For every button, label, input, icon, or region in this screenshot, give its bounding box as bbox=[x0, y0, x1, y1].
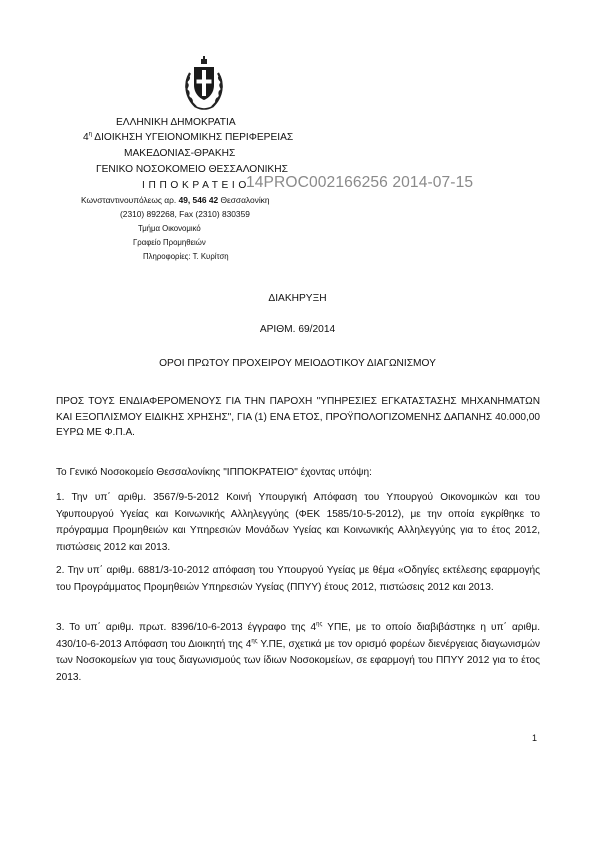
address-city: Θεσσαλονίκη bbox=[218, 195, 270, 205]
title-declaration: ΔΙΑΚΗΡΥΞΗ bbox=[268, 293, 327, 304]
considering-line bbox=[56, 465, 540, 481]
address-number: 49, 546 42 bbox=[178, 195, 219, 205]
intro-text: ΠΡΟΣ ΤΟΥΣ ΕΝΔΙΑΦΕΡΟΜΕΝΟΥΣ ΓΙΑ ΤΗΝ ΠΑΡΟΧΗ "ΥΠΗΡΕΣΙΕΣ ΕΓΚΑΤΑΣΤΑΣΗΣ ΜΗΧΑΝΗΜΑΤΩΝ ΚΑΙ ΕΞΟΠΛΙΣΜΟΥ ΕΙΔΙΚΗΣ ΧΡΗΣΗΣ", ΓΙΑ (1) ΕΝΑ ΕΤΟΣ, ΠΡΟΫΠΟΛΟΓΙΖΟΜΕΝΗΣ ΔΑΠΑΝΗΣ 40.000,00 ΕΥΡΩ ΜΕ Φ.Π.Α. bbox=[56, 396, 540, 438]
header-phone: (2310) 892268, Fax (2310) 830359 bbox=[120, 209, 250, 219]
title-terms: ΟΡΟΙ ΠΡΩΤΟΥ ΠΡΟΧΕΙΡΟΥ ΜΕΙΟΔΟΤΙΚΟΥ ΔΙΑΓΩΝΙΣΜΟΥ bbox=[159, 358, 436, 369]
intro-paragraph bbox=[56, 394, 540, 441]
list-item-text: 1. Την υπ΄ αριθμ. 3567/9-5-2012 Κοινή Υπουργική Απόφαση του Υπουργού Οικονομικών και του Υφυπουργού Υγείας και Κοινωνικής Αλληλεγγύης (ΦΕΚ 1585/10-5-2012), με την οποία εγκρίθηκε το πρόγραμμα Προμηθειών και Υπηρεσιών Μονάδων Υγείας και Κοινωνικής Αλληλεγγύης για το έτος 2012, πιστώσεις 2012 και 2013. bbox=[56, 492, 540, 553]
header-republic: ΕΛΛΗΝΙΚΗ ΔΗΜΟΚΡΑΤΙΑ bbox=[116, 117, 236, 128]
header-office: Γραφείο Προμηθειών bbox=[133, 238, 206, 247]
header-hospital: ΓΕΝΙΚΟ ΝΟΣΟΚΟΜΕΙΟ ΘΕΣΣΑΛΟΝΙΚΗΣ bbox=[96, 164, 288, 175]
list-item-text: 2. Την υπ΄ αριθμ. 6881/3-10-2012 απόφαση του Υπουργού Υγείας με θέμα «Οδηγίες εκτέλεσης εφαρμογής του Προγράμματος Προμηθειών Υπηρεσιών Υγείας (ΠΠΥΥ) έτους 2012, πιστώσεις 2012 και 2013. bbox=[56, 565, 540, 593]
page-number: 1 bbox=[532, 733, 538, 743]
header-address bbox=[81, 194, 270, 208]
authority-text: ΔΙΟΙΚΗΣΗ ΥΓΕΙΟΝΟΜΙΚΗΣ ΠΕΡΙΦΕΡΕΙΑΣ bbox=[92, 132, 294, 143]
list-item-text: 3. Το υπ΄ αριθμ. πρωτ. 8396/10-6-2013 έγγραφο της $4^{\eta\varsigma}$ ΥΠΕ, με το οποίο διαβιβάστηκε η υπ΄ αριθμ. 430/10-6-2013 Απόφαση του Διοικητή της $4^{\eta\varsigma}$ Υ.ΠΕ, σχετικά με τον ορισμό φορέων διενέργειας διαγωνισμών των Νοσοκομείων για τους διαγωνισμούς των ίδιων Νοσοκομείων, σε εφαρμογή του ΠΠΥΥ 2012 για το έτος 2013. bbox=[56, 621, 540, 683]
list-item bbox=[56, 620, 540, 686]
header-info: Πληροφορίες: Τ. Κυρίτση bbox=[143, 252, 229, 261]
header-region: ΜΑΚΕΔΟΝΙΑΣ-ΘΡΑΚΗΣ bbox=[124, 148, 236, 159]
header-hospital-name: Ι Π Π Ο Κ Ρ Α Τ Ε Ι Ο bbox=[142, 180, 247, 191]
address-street: Κωνσταντινουπόλεως αρ. bbox=[81, 195, 179, 205]
title-number: ΑΡΙΘΜ. 69/2014 bbox=[259, 324, 336, 335]
greek-coat-of-arms-icon bbox=[182, 55, 226, 111]
considering-text: Το Γενικό Νοσοκομείο Θεσσαλονίκης "ΙΠΠΟΚΡΑΤΕΙΟ" έχοντας υπόψη: bbox=[56, 467, 372, 478]
list-item bbox=[56, 563, 540, 596]
list-item bbox=[56, 490, 540, 556]
header-authority bbox=[83, 130, 293, 145]
registry-stamp: 14PROC002166256 2014-07-15 bbox=[246, 174, 474, 191]
header-dept: Τμήμα Οικονομικό bbox=[138, 224, 201, 233]
authority-sup: η bbox=[88, 131, 93, 138]
authority-number: 4 bbox=[83, 132, 89, 143]
